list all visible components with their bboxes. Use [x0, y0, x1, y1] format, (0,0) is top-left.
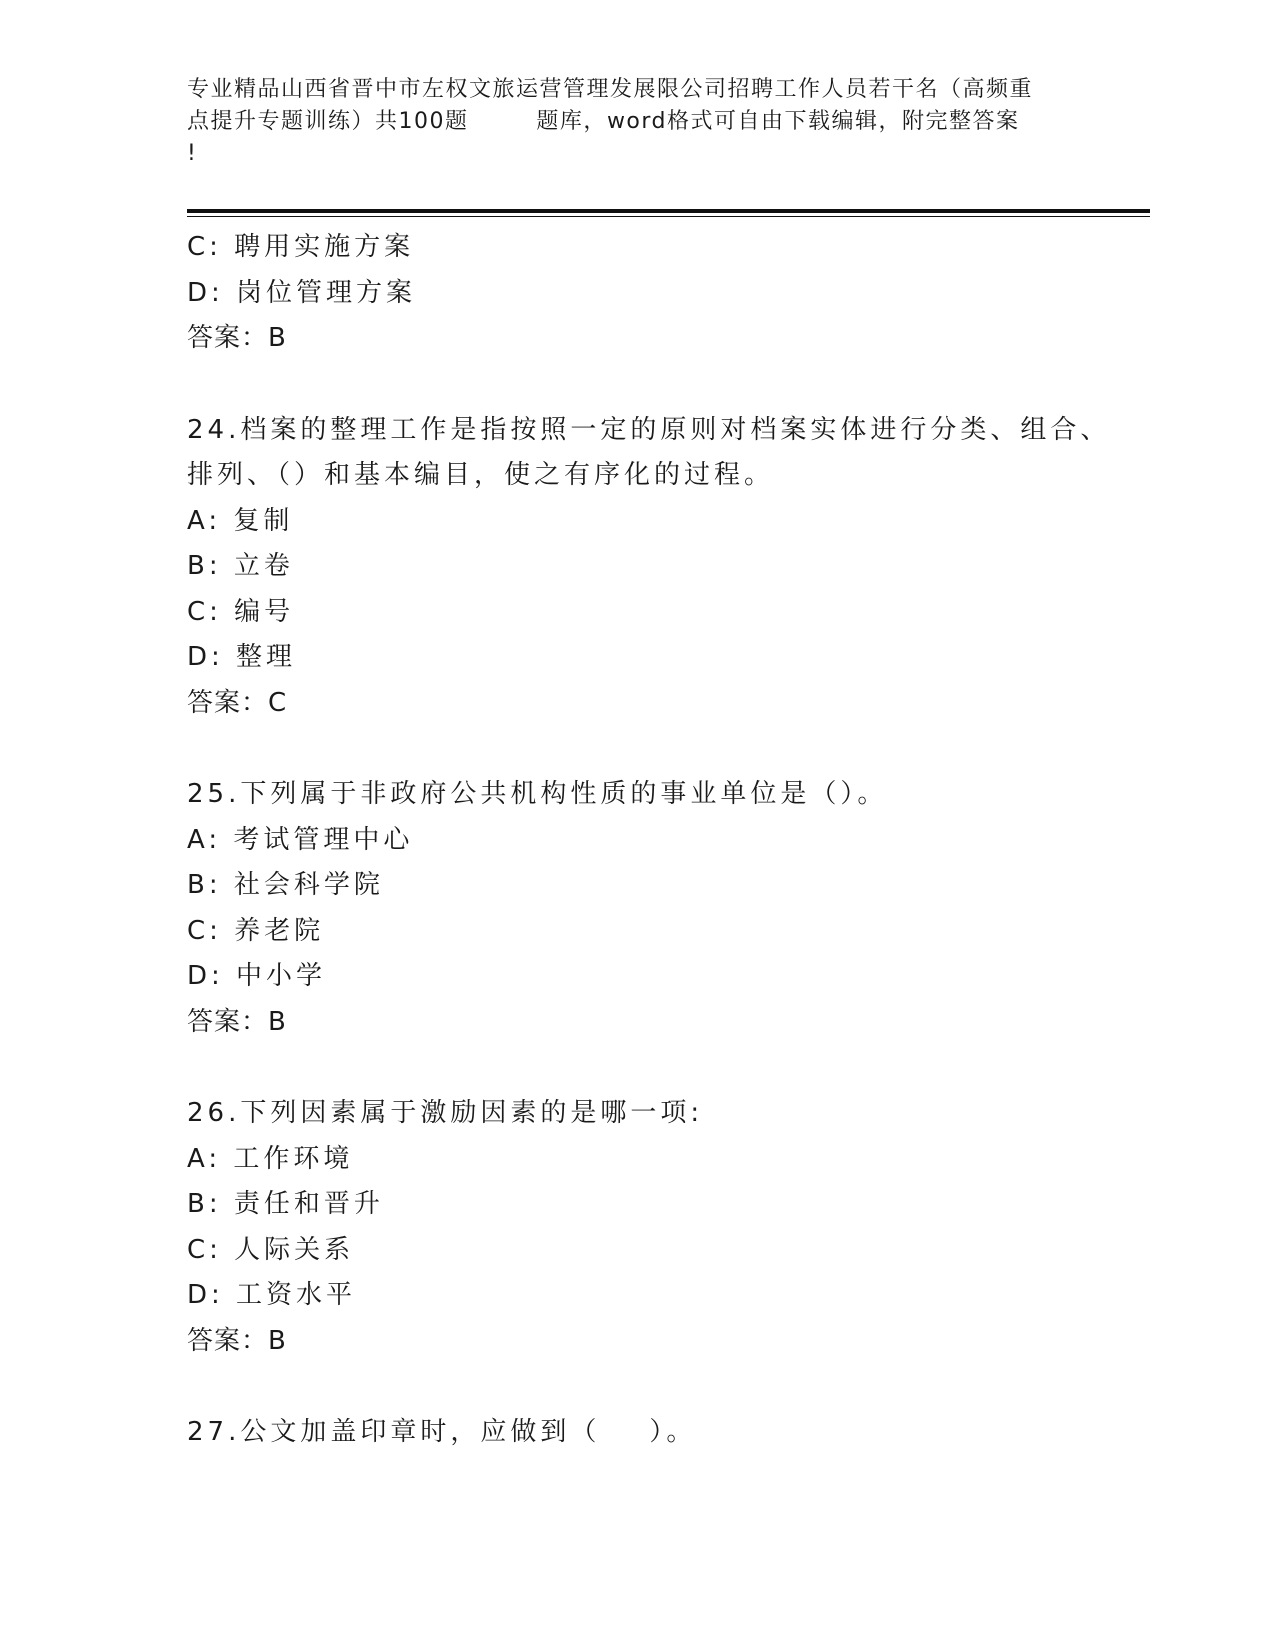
question-27: 27.公文加盖印章时，应做到（ ）。 [187, 1417, 697, 1447]
option-d: D: 岗位管理方案 [187, 277, 417, 308]
option-c: C: 编号 [187, 596, 295, 627]
answer: 答案：B [187, 1006, 287, 1037]
option-d: D: 整理 [187, 642, 297, 672]
answer: 答案：C [187, 687, 288, 718]
question-list [187, 225, 1147, 1456]
option-d: D: 工资水平 [187, 1280, 357, 1310]
question-24-line-1: 24.档案的整理工作是指按照一定的原则对档案实体进行分类、组合、 [187, 414, 1111, 445]
option-a: A: 工作环境 [187, 1143, 354, 1174]
option-c: C: 聘用实施方案 [187, 232, 415, 262]
option-a: A: 复制 [187, 505, 294, 536]
question-26: 26.下列因素属于激励因素的是哪一项: [187, 1098, 704, 1128]
option-d: D: 中小学 [187, 961, 327, 991]
header-divider-thin [187, 216, 1150, 217]
option-b: B: 责任和晋升 [187, 1189, 384, 1219]
answer: 答案：B [187, 1325, 287, 1356]
option-c: C: 人际关系 [187, 1234, 355, 1265]
option-c: C: 养老院 [187, 915, 325, 946]
header-divider-thick [187, 209, 1150, 213]
option-a: A: 考试管理中心 [187, 824, 414, 855]
document-header [187, 74, 1087, 170]
option-b: B: 立卷 [187, 551, 294, 581]
header-line-3: ! [187, 141, 198, 166]
header-line-1: 专业精品山西省晋中市左权文旅运营管理发展限公司招聘工作人员若干名（高频重 [187, 77, 1034, 102]
answer: 答案：B [187, 323, 287, 353]
header-line-2: 点提升专题训练）共100题 题库，word格式可自由下载编辑，附完整答案 [187, 109, 1020, 134]
question-24-line-2: 排列、（）和基本编目，使之有序化的过程。 [187, 460, 775, 490]
question-25: 25.下列属于非政府公共机构性质的事业单位是（）。 [187, 779, 888, 809]
option-b: B: 社会科学院 [187, 870, 384, 900]
